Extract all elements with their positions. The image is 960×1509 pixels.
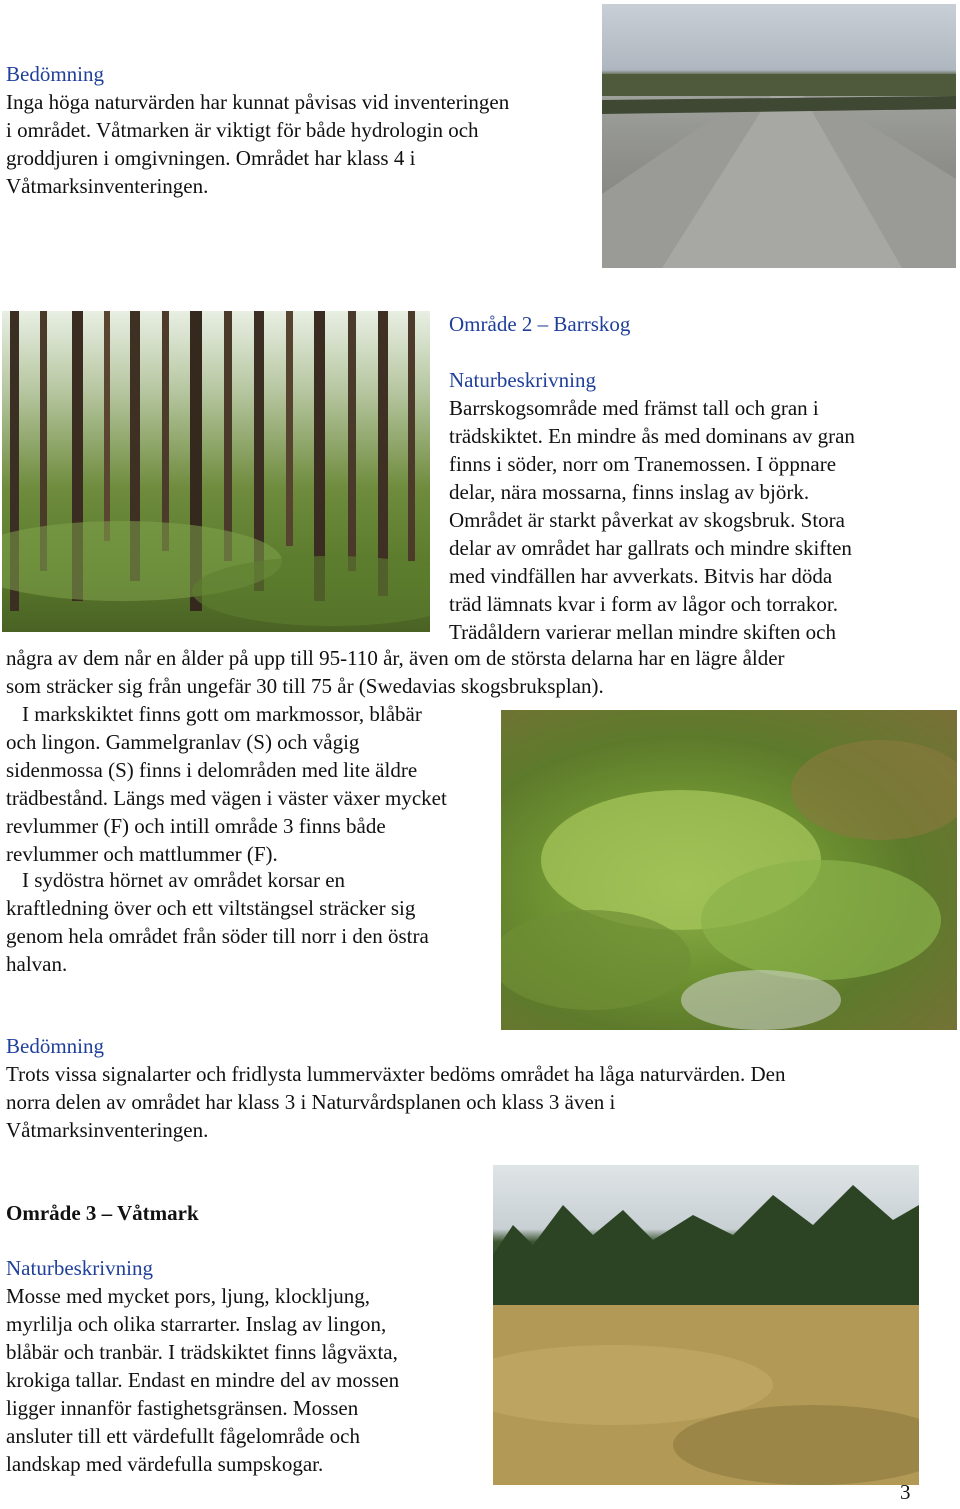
- wetland-bog-photo: [493, 1165, 919, 1485]
- area2-title: [449, 310, 630, 338]
- area2-assessment-line: Trots vissa signalarter och fridlysta lummerväxter bedöms området ha låga naturvärden. Den: [6, 1062, 786, 1086]
- area3-description-line: myrlilja och olika starrarter. Inslag av lingon,: [6, 1312, 387, 1336]
- ground-layer-line: sidenmossa (S) finns i delområden med lite äldre: [6, 758, 418, 782]
- wetland-image: [493, 1165, 919, 1485]
- area1-assessment-line: i området. Våtmarken är viktigt för både hydrologin och: [6, 118, 479, 142]
- gravel-road-image: [602, 4, 956, 268]
- ground-layer-line: trädbestånd. Längs med vägen i väster växer mycket: [6, 786, 447, 810]
- area2-description-line: delar av området har gallrats och mindre skiften: [449, 536, 852, 560]
- ground-layer-line: I markskiktet finns gott om markmossor, blåbär: [22, 702, 422, 726]
- area3-description-line: ansluter till ett värdefullt fågelområde och: [6, 1424, 360, 1448]
- ground-layer-line: revlummer och mattlummer (F).: [6, 842, 278, 866]
- area2-description-line: finns i söder, norr om Tranemossen. I öppnare: [449, 452, 837, 476]
- infrastructure-line: genom hela området från söder till norr i den östra: [6, 924, 429, 948]
- infrastructure-line: halvan.: [6, 952, 68, 976]
- area2-description-line: med vindfällen har avverkats. Bitvis har döda: [449, 564, 833, 588]
- ground-layer-line: revlummer (F) och intill område 3 finns både: [6, 814, 386, 838]
- area2-description-continued: [6, 644, 785, 700]
- area1-assessment-line: groddjuren i omgivningen. Området har klass 4 i: [6, 146, 416, 170]
- pine-forest-image: [2, 311, 430, 632]
- area3-description-line: krokiga tallar. Endast en mindre del av mossen: [6, 1368, 400, 1392]
- area2-description-line: några av dem når en ålder på upp till 95-110 år, även om de största delarna har en lägre ålder: [6, 646, 785, 670]
- area3-description-line: Mosse med mycket pors, ljung, klockljung,: [6, 1284, 370, 1308]
- area1-assessment-line: Våtmarksinventeringen.: [6, 174, 209, 198]
- area2-assessment-heading: Bedömning: [6, 1034, 104, 1058]
- area2-ground-layer-paragraph: [6, 700, 447, 868]
- infrastructure-line: I sydöstra hörnet av området korsar en: [22, 868, 346, 892]
- area2-description-line: trädskiktet. En mindre ås med dominans av gran: [449, 424, 855, 448]
- infrastructure-line: kraftledning över och ett viltstängsel sträcker sig: [6, 896, 416, 920]
- area2-description-heading: Naturbeskrivning: [449, 368, 596, 392]
- area2-description-line: träd lämnats kvar i form av lågor och torrakor.: [449, 592, 838, 616]
- pine-forest-photo: [2, 311, 430, 632]
- area2-description-line: som sträcker sig från ungefär 30 till 75 år (Swedavias skogsbruksplan).: [6, 674, 604, 698]
- ground-layer-line: och lingon. Gammelgranlav (S) och vågig: [6, 730, 360, 754]
- area1-assessment-section: [6, 60, 509, 200]
- page-number: [900, 1478, 911, 1506]
- area2-description-right: [449, 366, 855, 646]
- moss-image: [501, 710, 957, 1030]
- area3-description-line: blåbär och tranbär. I trädskiktet finns lågväxta,: [6, 1340, 398, 1364]
- area3-description-line: ligger innanför fastighetsgränsen. Mossen: [6, 1396, 359, 1420]
- area2-description-line: Barrskogsområde med främst tall och gran i: [449, 396, 819, 420]
- area2-assessment-line: Våtmarksinventeringen.: [6, 1118, 209, 1142]
- area3-description: [6, 1254, 399, 1478]
- area2-assessment-line: norra delen av området har klass 3 i Naturvårdsplanen och klass 3 även i: [6, 1090, 616, 1114]
- area3-description-line: landskap med värdefulla sumpskogar.: [6, 1452, 324, 1476]
- area3-description-heading: Naturbeskrivning: [6, 1256, 153, 1280]
- page-number-text: 3: [900, 1480, 911, 1504]
- area3-title: [6, 1199, 199, 1227]
- area2-title-text: Område 2 – Barrskog: [449, 312, 631, 336]
- area2-assessment-section: [6, 1032, 786, 1144]
- area2-infrastructure-paragraph: [6, 866, 429, 978]
- area2-description-line: Området är starkt påverkat av skogsbruk. Stora: [449, 508, 845, 532]
- area1-assessment-heading: Bedömning: [6, 62, 104, 86]
- gravel-road-photo: [602, 4, 956, 268]
- area3-title-text: Område 3 – Våtmark: [6, 1201, 199, 1225]
- area1-assessment-line: Inga höga naturvärden har kunnat påvisas vid inventeringen: [6, 90, 510, 114]
- area2-description-line: delar, nära mossarna, finns inslag av björk.: [449, 480, 810, 504]
- area2-description-line: Trädåldern varierar mellan mindre skiften och: [449, 620, 837, 644]
- moss-lycopodium-photo: [501, 710, 957, 1030]
